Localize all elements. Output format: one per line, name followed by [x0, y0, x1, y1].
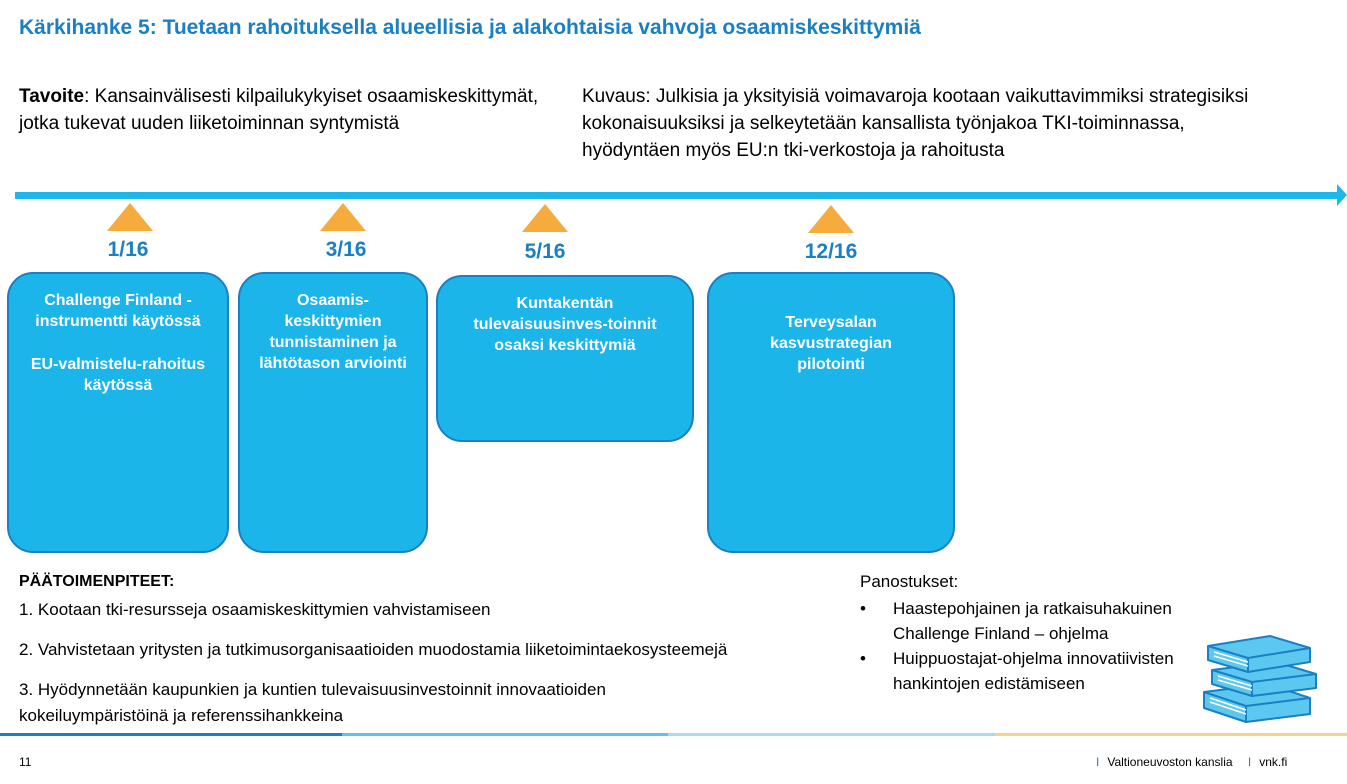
milestone-text-secondary: EU-valmistelu-rahoitus käytössä: [30, 356, 206, 394]
page-title: Kärkihanke 5: Tuetaan rahoituksella alueellisia ja alakohtaisia vahvoja osaamiskeskittymiä: [19, 16, 921, 39]
milestone-marker-icon: [808, 205, 854, 233]
goal-label: Tavoite: [19, 86, 85, 107]
investments-heading: Panostukset:: [860, 572, 959, 591]
milestone-date: 5/16: [524, 240, 566, 263]
goal-body: : Kansainvälisesti kilpailukykyiset osaamiskeskittymät, jotka tukevat uuden liiketoiminnan syntymistä: [19, 86, 539, 134]
organization-name: Valtioneuvoston kanslia: [1107, 755, 1233, 769]
milestone-card: [707, 272, 955, 553]
milestone-card: [238, 272, 428, 553]
milestone-text: Kuntakentän tulevaisuusinves-toinnit osaksi keskittymiä: [473, 295, 657, 354]
milestone-text: Terveysalan kasvustrategian pilotointi: [770, 314, 892, 373]
milestone-date: 12/16: [804, 240, 858, 263]
footer-separator: I: [1096, 755, 1100, 769]
action-item: 3. Hyödynnetään kaupunkien ja kuntien tulevaisuusinvestoinnit innovaatioiden kokeiluympäristöinä ja referenssihankkeina: [19, 680, 606, 725]
investment-text: Haastepohjainen ja ratkaisuhakuinen Challenge Finland – ohjelma: [893, 599, 1172, 643]
milestone-card: [7, 272, 229, 553]
bullet-icon: •: [860, 599, 866, 618]
goal-text: [19, 83, 559, 137]
page-number: 11: [19, 755, 32, 769]
timeline-bar: [15, 192, 1341, 199]
milestone-text: Osaamis-keskittymien tunnistaminen ja lähtötason arviointi: [259, 292, 407, 372]
milestone-date: 3/16: [325, 238, 367, 261]
milestone-marker-icon: [320, 203, 366, 231]
milestone-card: [436, 275, 694, 442]
milestone-marker-icon: [107, 203, 153, 231]
actions-heading: PÄÄTOIMENPITEET:: [19, 573, 175, 590]
books-icon: [1198, 626, 1322, 724]
footer-divider: [0, 733, 1347, 736]
bullet-icon: •: [860, 649, 866, 668]
description-text: Kuvaus: Julkisia ja yksityisiä voimavaroja kootaan vaikuttavimmiksi strategisiksi kokonaisuuksiksi ja selkeytetään kansallista työnjakoa TKI-toiminnassa, hyödyntäen myös EU:n tki-verkostoja ja rahoitusta: [582, 86, 1249, 161]
action-item: 1. Kootaan tki-resursseja osaamiskeskittymien vahvistamiseen: [19, 600, 491, 619]
footer-organization: [1096, 755, 1287, 769]
milestone-marker-icon: [522, 204, 568, 232]
milestone-text: Challenge Finland - instrumentti käytössä: [35, 292, 201, 330]
footer-separator: I: [1247, 755, 1252, 769]
timeline-arrowhead: [1337, 184, 1347, 206]
action-item: 2. Vahvistetaan yritysten ja tutkimusorganisaatioiden muodostamia liiketoimintaekosysteemejä: [19, 640, 728, 659]
investment-text: Huippuostajat-ohjelma innovatiivisten hankintojen edistämiseen: [893, 649, 1174, 693]
milestone-date: 1/16: [107, 238, 149, 261]
website-link[interactable]: vnk.fi: [1259, 755, 1288, 769]
